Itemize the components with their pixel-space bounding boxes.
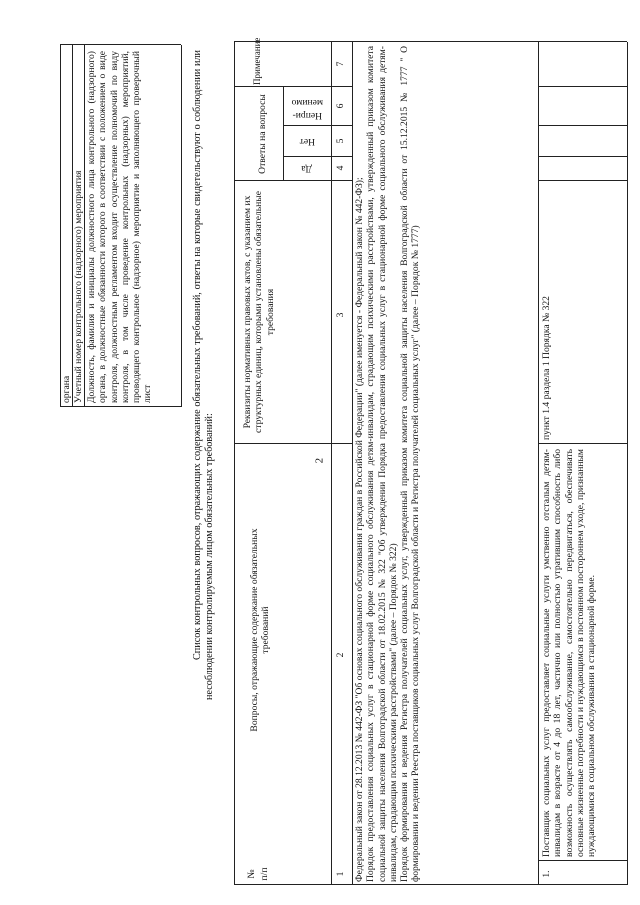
legal-ref-order-1777: Порядок формирования и ведения Регистра получателей социальных услуг, утвержденный приказом комитета социальной защиты населения Волгоградской области от 15.12.2015 № 1777 " О формировании и ведении Реестра поставщиков социальных услуг Волгоградской области и Регистра получателей социальных услуг" (далее – Порядок № 1777) bbox=[399, 46, 422, 882]
header-answers: Ответы на вопросы bbox=[257, 94, 268, 174]
row-1-question: Поставщик социальных услуг предоставляет социальные услуги умственно отсталым детям-инвалидам в возрасте от 4 до 18 лет, частично или полностью утратившим способность либо возможность осуществлять самообслуживание, самостоятельно передвигаться, обеспечивать основные жизненные потребности и нуждающимся в постоянном постороннем уходе, признанным нуждающимися в социальном обслуживании в стационарной форме. bbox=[541, 449, 598, 857]
page-number: 2 bbox=[313, 457, 326, 464]
col-number-4: 4 bbox=[335, 165, 346, 171]
col-number-3: 3 bbox=[335, 312, 346, 318]
row-1-num: 1. bbox=[541, 870, 552, 878]
legal-ref-order-322: Порядок предоставления социальных услуг в стационарной форме социального обслуживания детям-инвалидам, страдающим психическими расстройствами, утвержденный приказом комитета социальной защиты населения Волгоградской области от 18.02.2015 № 322 "Об утверждении Порядка предоставления социальных услуг в стационарной форме социального обслуживания детям-инвалидам, страдающим психическими расстройствами" (далее – Порядок № 322) bbox=[365, 46, 399, 882]
top-table-row-organ: органа bbox=[61, 375, 72, 403]
header-questions: Вопросы, отражающие содержание обязательных требований bbox=[249, 528, 272, 732]
header-not-applicable: Непри-менимо bbox=[291, 97, 323, 121]
col-number-5: 5 bbox=[335, 138, 346, 144]
col-number-2: 2 bbox=[335, 652, 346, 658]
legal-references bbox=[354, 46, 422, 882]
col-number-7: 7 bbox=[335, 61, 346, 67]
col-number-1: 1 bbox=[335, 871, 346, 877]
header-acts: Реквизиты нормативных правовых актов, с указанием их структурных единиц, которыми установлены обязательные требования bbox=[242, 191, 276, 433]
row-1-act: пункт 1.4 раздела 1 Порядка № 322 bbox=[541, 296, 552, 440]
header-no: Нет bbox=[299, 136, 315, 147]
header-note: Примечание bbox=[252, 37, 262, 85]
header-yes: Да bbox=[301, 163, 313, 174]
intro-text: Список контрольных вопросов, отражающих содержание обязательных требований, ответы на которые свидетельствуют о соблюдении или несоблюдении контролируемым лицом обязательных требований: bbox=[192, 50, 215, 700]
col-number-6: 6 bbox=[335, 103, 346, 109]
top-table-row-inspector: Должность, фамилия и инициалы должностного лица контрольного (надзорного) органа, в должностные обязанности которого в соответствии с положением о виде контроля, должностным регламентом входит осуществление полномочий по виду контроля, в том числе проведение контрольных (надзорных) мероприятий, проводящего контрольное (надзорное) мероприятие и заполняющего проверочный лист bbox=[86, 51, 154, 403]
top-table-row-number: Учетный номер контрольного (надзорного) мероприятия bbox=[73, 170, 84, 403]
legal-ref-federal-law: Федеральный закон от 28.12.2013 № 442-ФЗ "Об основах социального обслуживания граждан в Российской Федерации" (далее именуется - Федеральный закон № 442-ФЗ); bbox=[354, 177, 365, 882]
header-num: № п/п bbox=[246, 867, 270, 881]
